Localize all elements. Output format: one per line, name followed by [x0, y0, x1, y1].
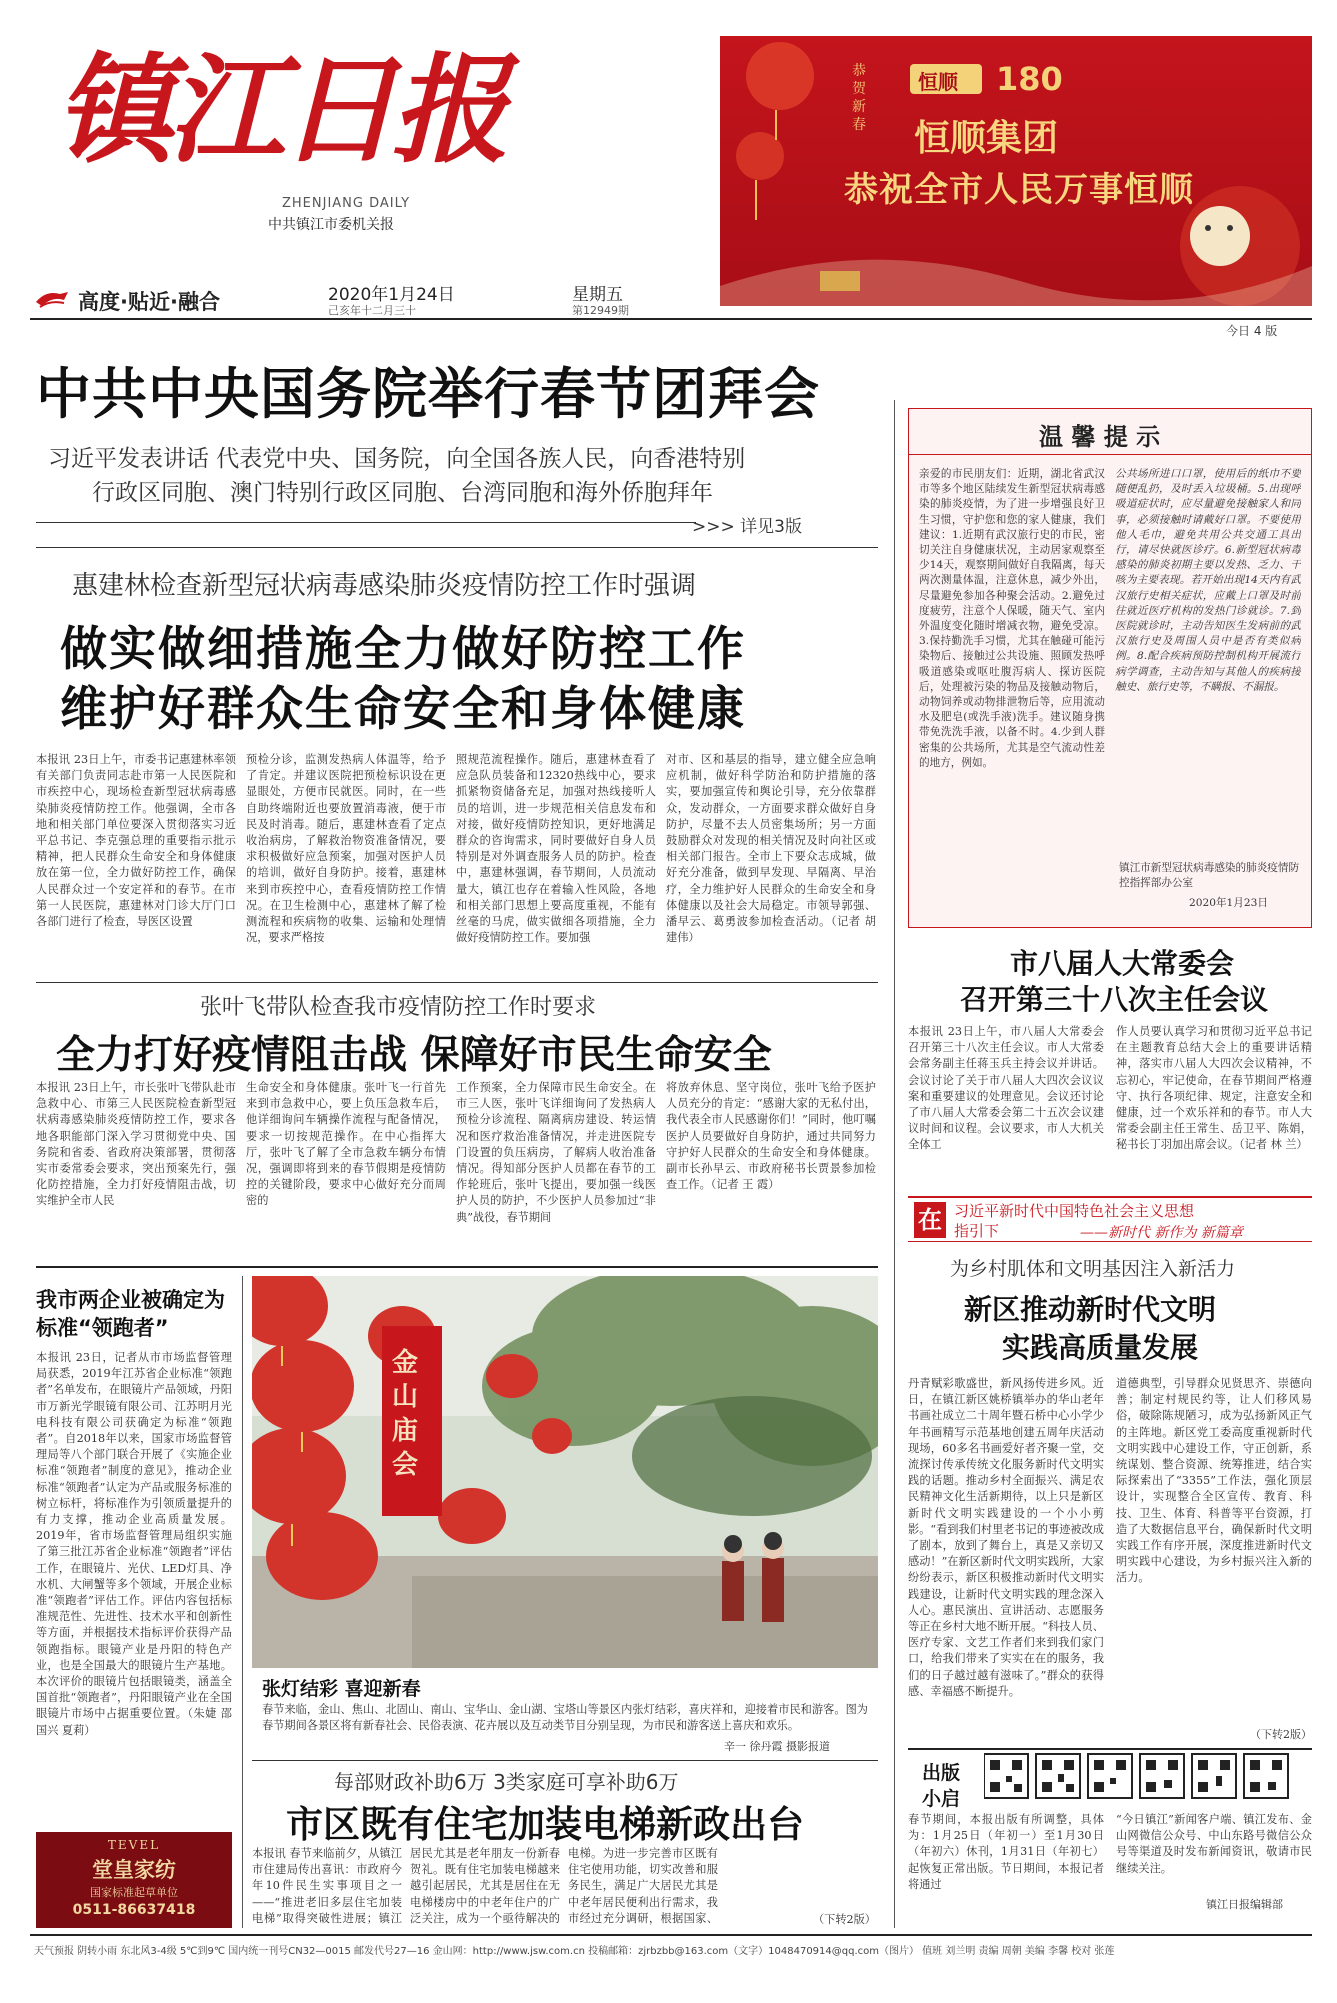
lead-subtitle-1: 习近平发表讲话 代表党中央、国务院，向全国各族人民，向香港特别: [48, 446, 746, 472]
story4-more[interactable]: （下转2版）: [1250, 1728, 1312, 1741]
org-name: 中共镇江市委机关报: [268, 217, 394, 233]
footer-rule: [30, 1934, 1312, 1936]
column-banner: [908, 1196, 1312, 1242]
publish-col-1: 春节期间，本报出版有所调整，具体为：1月25日（年初一）至1月30日（年初六）休刊，1月31日（年初七）起恢复正常出版。节日期间，本报记者将通过: [908, 1813, 1104, 1891]
story5-col-2: 居民尤其是老年朋友一份新春贺礼。既有住宅加装电梯越来越引起居民，尤其是居住在无电梯楼房中的中老年住户的广泛关注，成为一个亟待解决的: [410, 1847, 560, 1925]
en-name: ZHENJIANG DAILY: [282, 196, 411, 211]
story4-kicker: 为乡村肌体和文明基因注入新活力: [950, 1258, 1236, 1280]
story4-title-2: 实践高质量发展: [1002, 1331, 1199, 1364]
banner-ad[interactable]: [720, 36, 1312, 306]
lead-subtitle-2: 行政区同胞、澳门特别行政区同胞、台湾同胞和海外侨胞拜年: [92, 480, 713, 506]
notice-title: 温 馨 提 示: [1039, 423, 1161, 451]
story2-col-2: 生命安全和身体健康。张叶飞一行首先来到市急救中心，要上负压急救车后，他详细询问车辆操作流程与配备情况，要求一切按规范操作。在中心指挥大厅，张叶飞了解了全市急救车辆分布情况，强调即将到来的春节假期是疫情防控的关键阶段，要求中心做好充分而周密的: [246, 1081, 446, 1208]
lunar-date: 己亥年十二月三十: [328, 304, 416, 317]
brief-title-2: 标准“领跑者”: [36, 1316, 169, 1340]
story1-kicker: 惠建林检查新型冠状病毒感染肺炎疫情防控工作时强调: [72, 571, 697, 601]
slogan: 高度·贴近·融合: [78, 290, 220, 314]
notice-col-2: 公共场所进口口罩，使用后的纸巾不要随便乱扔，及时丢入垃圾桶。5.出现呼吸道症状时，应尽量避免接触家人和同事，必须接触时请戴好口罩。不要使用他人毛巾，避免共用公共交通工具出行，请尽快就医诊疗。6.新型冠状病毒感染的肺炎初期主要以发热、乏力、干咳为主要表现。若开始出现14天内有武汉旅行史相关症状，应戴上口罩及时前往就近医疗机构的发热门诊就诊。7.到医院就诊时，主动告知医生发病前的武汉旅行史及周围人员中是否有类似病例。8.配合疾病预防控制机构开展流行病学调查，主动告知与其他人的疾病接触史、旅行史等，不瞒报、不漏报。: [1115, 468, 1301, 693]
column-title-2: 指引下: [954, 1222, 1000, 1240]
footer: 天气预报 阴转小雨 东北风3-4级 5℃到9℃ 国内统一刊号CN32—0015 邮发代号27—16 金山网：http://www.jsw.com.cn 投稿邮箱：zjrbzbb@163.com（文字）1048470914@qq.com（图片） 值班 刘兰明 责编 周朝 美编 李馨 校对 张莲: [34, 1946, 1115, 1957]
story4-col-1: 丹青赋彩歌盛世，新风扬传进乡风。近日，在镇江新区姚桥镇举办的华山老年书画社成立二十周年暨石桥中心小学少年书画精写示范基地创建五周年庆活动现场，60多名书画爱好者齐聚一堂，交流探讨传承传统文化服务新时代文明实践的话题。推动乡村全面振兴、满足农民精神文化生活新期待，以上只是新区新时代文明实践建设的一个小小剪影。“看到我们村里老书记的事迹被改成了剧本，放到了舞台上，真是又亲切又感动！”在新区新时代文明实践所，大家纷纷表示，新区积极推动新时代文明实践建设，让新时代文明实践的理念深入人心。惠民演出、宣讲活动、志愿服务等正在乡村大地不断开展。“科技人员、医疗专家、文艺工作者们来到我们家门口，给我们带来了实实在在的服务，我们的日子越过越有滋味了。”群众的获得感、幸福感不断提升。: [908, 1377, 1104, 1698]
banner-greeting: 恭祝全市人民万事恒顺: [844, 170, 1194, 210]
notice-signature: 镇江市新型冠状病毒感染的肺炎疫情防控指挥部办公室: [1119, 862, 1300, 889]
slogan-icon: [34, 288, 70, 310]
story3-col-1: 本报讯 23日上午，市八届人大常委会召开第三十八次主任会议。市人大常委会常务副主任蒋玉兵主持会议并讲话。会议讨论了关于市八届人大四次会议议案和重要建议的处理意见。会议还讨论了市八届人大常委会第二十五次会议建议时间和议程。会议要求，市人大机关全体工: [908, 1025, 1104, 1152]
banner-vertical-text: 恭贺新春: [852, 63, 866, 133]
main-right-divider: [894, 400, 895, 1928]
ad-brand: TEVEL: [107, 1838, 161, 1852]
story4-bottom-rule: [908, 1748, 1312, 1750]
story1-col-3: 照规范流程操作。随后，惠建林查看了应急队员装备和12320热线中心，要求抓紧物资储备充足，加强对热线接听人员的培训，进一步规范相关信息发布和对接，做好疫情防控知识，更好地满足群众的咨询需求，同时要做好自身人员特别是对外调查服务人员的防护。检查中，惠建林强调，春节期间，人员流动量大，镇江也存在着输入性风险，各地和相关部门思想上要高度重视，不能有丝毫的马虎，做实做细各项措施，全力做好疫情防控工作。要加强: [456, 753, 656, 945]
ad-phone: 0511-86637418: [72, 1902, 196, 1918]
story1-col-4: 对市、区和基层的指导，建立健全应急响应机制，做好科学防治和防护措施的落实，要加强宣传和舆论引导，充分依靠群众，发动群众，一方面要求群众做好自身防护，尽量不去人员密集场所；另一方面鼓励群众对发现的相关情况及时向社区或相关部门报告。全市上下要众志成城，做好充分准备，做到早发现、早隔离、早治疗，全力维护好人民群众的生命安全和身体健康以及社会大局稳定。市领导郭强、潘早云、葛勇波参加检查活动。（记者 胡建伟）: [666, 753, 876, 945]
notice-box: [908, 408, 1312, 928]
story3-col-2: 作人员要认真学习和贯彻习近平总书记在主题教育总结大会上的重要讲话精神，落实市八届人大四次会议精神，不忘初心，牢记使命，在春节期间严格遵守、执行各项纪律、规定，注意安全和健康，过一个欢乐祥和的春节。市人大常委会副主任王常生、岳卫平、陈娟，秘书长丁羽加出席会议。（记者 林 兰）: [1116, 1025, 1312, 1152]
today-pages: 今日 4 版: [1226, 324, 1278, 338]
story2-col-4: 将放弃休息、坚守岗位，张叶飞给予医护人员充分的肯定：“感谢大家的无私付出，我代表全市人民感谢你们！”同时，他叮嘱医护人员要做好自身防护，通过共同努力守护好人民群众的生命安全和身体健康。副市长孙早云、市政府秘书长贾景参加检查工作。（记者 王 霞）: [666, 1081, 876, 1192]
ad-name: 堂皇家纺: [92, 1858, 176, 1882]
story5-col-1: 本报讯 春节来临前夕，从镇江市住建局传出喜讯：市政府今年10件民生实事项目之一——“推进老旧多层住宅加装电梯”取得突破性进展；镇江: [252, 1847, 402, 1925]
photo-lanterns[interactable]: [252, 1276, 878, 1668]
story5-col-4[interactable]: （下转2版）: [812, 1913, 876, 1926]
story2-kicker: 张叶飞带队检查我市疫情防控工作时要求: [200, 995, 597, 1020]
logo: 镇江日报: [55, 40, 504, 179]
qr-codes[interactable]: [984, 1752, 1312, 1800]
photo-credit: 辛一 徐丹霞 摄影报道: [724, 1740, 830, 1753]
story1-col-2: 预检分诊，监测发热病人体温等，给予了肯定。并建议医院把预检标识设在更显眼处，方便市民就医。同时，在一些自助终端附近也要放置消毒液，便于市民及时消毒。随后，惠建林查看了定点收治病房，了解救治物资准备情况，要求积极做好应急预案，加强对医护人员的培训，做好自身防护。接着，惠建林来到市疾控中心，查看疫情防控工作情况。在卫生检测中心，惠建林了解了检测流程和疾病物的收集、运输和处理情况，要求严格按: [246, 753, 446, 945]
story1-title-1: 做实做细措施全力做好防控工作: [60, 622, 746, 677]
banner-company: 恒顺集团: [914, 118, 1059, 159]
publish-title-2: 小启: [922, 1788, 961, 1810]
photo-caption: 春节来临，金山、焦山、北固山、南山、宝华山、金山湖、宝塔山等景区内张灯结彩，喜庆祥和，迎接着市民和游客。图为春节期间各景区将有新春社会、民俗表演、花卉展以及互动类节目分别呈现，为市民和游客送上喜庆和欢乐。: [262, 1703, 868, 1733]
publish-col-2: “今日镇江”新闻客户端、镇江发布、金山网微信公众号、中山东路号微信公众号等渠道及时发布新闻资讯，敬请市民继续关注。: [1116, 1813, 1312, 1875]
story2-bottom-rule: [36, 1266, 878, 1268]
story1-bottom-rule: [36, 982, 878, 983]
lead-bottom-rule: [36, 547, 878, 548]
lead-title: 中共中央国务院举行春节团拜会: [36, 362, 821, 426]
lead-rule: [36, 522, 696, 523]
lantern-text: 金山庙会: [392, 1348, 419, 1480]
photo-bottom-rule: [252, 1760, 878, 1761]
issue-number: 第12949期: [572, 304, 629, 317]
story4-col-2: 道德典型，引导群众见贤思齐、崇德向善；制定村规民约等，让人们移风易俗，破除陈规陋习，成为弘扬新风正气的主阵地。新区党工委高度重视新时代文明实践中心建设工作，守正创新，系统谋划、整合资源、统筹推进，结合实际探索出了“3355”工作法，强化顶层设计，实现整合全区宣传、教育、科技、卫生、体育、科普等平台资源，打造了大数据信息平台，确保新时代文明实践工作有序开展，深度推进新时代文明实践中心建设，为乡村振兴注入新的活力。: [1116, 1377, 1312, 1585]
column-tag: 在: [914, 1202, 946, 1238]
publish-signature: 镇江日报编辑部: [1206, 1898, 1283, 1911]
story5-col-3: 电梯。为进一步完善市区既有住宅使用功能，切实改善和服务民生，满足广大居民尤其是中老年居民便利出行需求，我市经过充分调研，根据国家、: [568, 1847, 718, 1925]
publish-title-1: 出版: [922, 1762, 961, 1784]
story2-col-1: 本报讯 23日上午，市长张叶飞带队赴市急救中心、市第三人民医院检查新型冠状病毒感染肺炎疫情防控工作，要求各地各职能部门深入学习贯彻党中央、国务院和省委、省政府决策部署，贯彻落实市委常委会要求，突出预案先行，强化防控措施，全力打好疫情阻击战，切实维护全市人民: [36, 1081, 236, 1208]
notice-date: 2020年1月23日: [1189, 897, 1268, 909]
story5-kicker: 每部财政补助6万 3类家庭可享补助6万: [334, 1770, 679, 1794]
brief-title-1: 我市两企业被确定为: [36, 1288, 225, 1312]
column-motto: ——新时代 新作为 新篇章: [1080, 1225, 1243, 1241]
story1-col-1: 本报讯 23日上午，市委书记惠建林率领有关部门负责同志赴市第一人民医院和市疾控中心，现场检查新型冠状病毒感染肺炎疫情防控工作。他强调，全市各地和相关部门单位要深入贯彻落实习近平总书记、李克强总理的重要指示批示精神，把人民群众生命安全和身体健康放在第一位，全力做好防控工作，确保人民群众过一个安定祥和的春节。在市第一人民医院，惠建林对门诊大厅门口各部门进行了检查，导医区设置: [36, 753, 236, 929]
date: 2020年1月24日: [328, 285, 455, 305]
photo-caption-title: 张灯结彩 喜迎新春: [262, 1678, 421, 1700]
story2-col-3: 工作预案，全力保障市民生命安全。在市三人医，张叶飞详细询问了发热病人预检分诊流程、隔离病房建设、转运情况和医疗救治准备情况，并走进医院专门设置的负压病房，了解病人收治准备情况。得知部分医护人员都在春节的工作轮班后，张叶飞提出，要加强一线医护人员的防护，不少医护人员参加过“非典”战役，春节期间: [456, 1081, 656, 1224]
story4-title-1: 新区推动新时代文明: [964, 1293, 1217, 1326]
ad-tag: 国家标准起草单位: [90, 1886, 178, 1899]
story3-title-2: 召开第三十八次主任会议: [960, 983, 1269, 1016]
weekday: 星期五: [572, 285, 623, 305]
brief-divider: [242, 1276, 243, 1928]
banner-anniversary: 180: [996, 60, 1063, 98]
notice-col-1: 亲爱的市民朋友们：近期，湖北省武汉市等多个地区陆续发生新型冠状病毒感染的肺炎疫情，为了进一步增强良好卫生习惯，守护您和您的家人健康，我们建议：1.近期有武汉旅行史的市民，密切关注自身健康状况，主动居家观察至少14天，观察期间做好自我隔离，每天两次测量体温，注意休息，减少外出，尽量避免参加各种聚会活动。2.避免过度疲劳，注意个人保暖，随天气、室内外温度变化随时增减衣物，避免受凉。3.保持勤洗手习惯，尤其在触碰可能污染物后、接触过公共设施、照顾发热呼吸道感染或呕吐腹泻病人、探访医院后，处理被污染的物品及接触动物后，动物饲养或动物排泄物后等，应用流动水及肥皂(或洗手液)洗手。建议随身携带免洗洗手液，以备不时。4.少到人群密集的公共场所，尤其是空气流动性差的地方，例如。: [919, 468, 1105, 769]
story3-title-1: 市八届人大常委会: [1010, 947, 1235, 980]
story2-title: 全力打好疫情阻击战 保障好市民生命安全: [56, 1033, 772, 1078]
column-title-1: 习近平新时代中国特色社会主义思想: [954, 1202, 1195, 1220]
story5-title: 市区既有住宅加装电梯新政出台: [286, 1803, 804, 1846]
masthead: [0, 0, 1337, 338]
masthead-rule: [30, 318, 1312, 320]
brief-text: 本报讯 23日，记者从市市场监督管理局获悉，2019年江苏省企业标准“领跑者”名单发布，在眼镜片产品领域，丹阳市万新光学眼镜有限公司、江苏明月光电科技有限公司获确定为标准“领跑者”。自2018年以来，国家市场监督管理局等八个部门联合开展了《实施企业标准“领跑者”制度的意见》，推动企业标准“领跑者”认定为产品或服务标准的树立标杆，将标准作为引领质量提升的有力支撑，推动企业高质量发展。2019年，省市场监督管理局组织实施了第三批江苏省企业标准“领跑者”评估工作，在眼镜片、光伏、LED灯具、净水机、大闸蟹等多个领域，开展企业标准“领跑者”评估工作。评估内容包括标准规范性、先进性、技术水平和创新性等方面，并根据技术指标评价获得产品领跑指标。眼镜产业是丹阳的特色产业，也是全国最大的眼镜片生产基地。本次评价的眼镜片包括眼镜类，涵盖全国首批“领跑者”，丹阳眼镜产业在全国眼镜片市场中占据重要位置。（朱婕 邵国兴 夏莉）: [36, 1351, 232, 1737]
story1-title-2: 维护好群众生命安全和身体健康: [60, 682, 746, 737]
banner-brand: 恒顺: [918, 70, 958, 94]
lead-more-link[interactable]: >>> 详见3版: [692, 517, 802, 537]
brief-ad[interactable]: [36, 1832, 232, 1928]
